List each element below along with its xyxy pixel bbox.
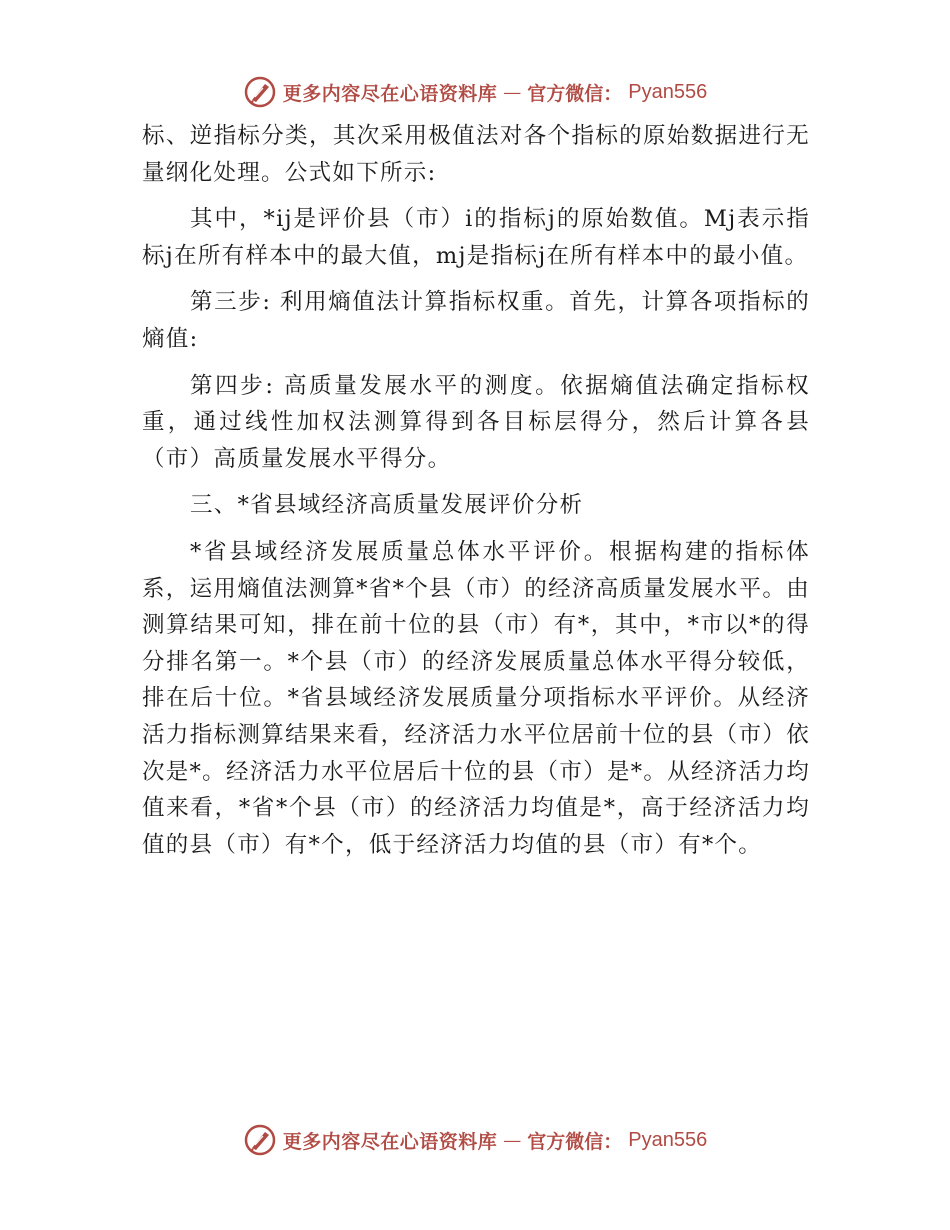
paragraph-continuation: 标、逆指标分类，其次采用极值法对各个指标的原始数据进行无量纲化处理。公式如下所示: [142, 123, 810, 186]
header-watermark [0, 72, 950, 112]
watermark-separator: — [503, 81, 522, 103]
quill-pen-icon [243, 75, 277, 109]
watermark-brand: 更多内容尽在心语资料库 [282, 82, 498, 105]
document-body [142, 118, 810, 873]
quill-pen-icon [243, 1123, 277, 1157]
paragraph-formula-explanation: 其中，*ij是评价县（市）i的指标j的原始数值。Mj表示指标j在所有样本中的最大值，mj是指标j在所有样本中的最小值。 [142, 206, 810, 269]
watermark-wechat-label: 官方微信： [527, 82, 623, 105]
footer-watermark [0, 1120, 950, 1160]
paragraph-step-four: 第四步: 高质量发展水平的测度。依据熵值法确定指标权重，通过线性加权法测算得到各目标层得分，然后计算各县（市）高质量发展水平得分。 [142, 372, 810, 472]
paragraph-evaluation-analysis: *省县域经济发展质量总体水平评价。根据构建的指标体系，运用熵值法测算*省*个县（市）的经济高质量发展水平。由测算结果可知，排在前十位的县（市）有*，其中，*市以*的得分排名第一。*个县（市）的经济发展质量总体水平得分较低，排在后十位。*省县域经济发展质量分项指标水平评价。从经济活力指标测算结果来看，经济活力水平位居前十位的县（市）依次是*。经济活力水平位居后十位的县（市）是*。从经济活力均值来看，*省*个县（市）的经济活力均值是*，高于经济活力均值的县（市）有*个，低于经济活力均值的县（市）有*个。 [142, 538, 810, 858]
watermark-separator: — [503, 1129, 522, 1151]
watermark-handle: Pyan556 [628, 80, 708, 103]
paragraph-step-three: 第三步: 利用熵值法计算指标权重。首先，计算各项指标的熵值: [142, 289, 810, 352]
watermark-wechat-label: 官方微信： [527, 1130, 623, 1153]
watermark-brand: 更多内容尽在心语资料库 [282, 1130, 498, 1153]
watermark-handle: Pyan556 [628, 1128, 708, 1151]
section-heading: 三、*省县域经济高质量发展评价分析 [190, 492, 584, 519]
